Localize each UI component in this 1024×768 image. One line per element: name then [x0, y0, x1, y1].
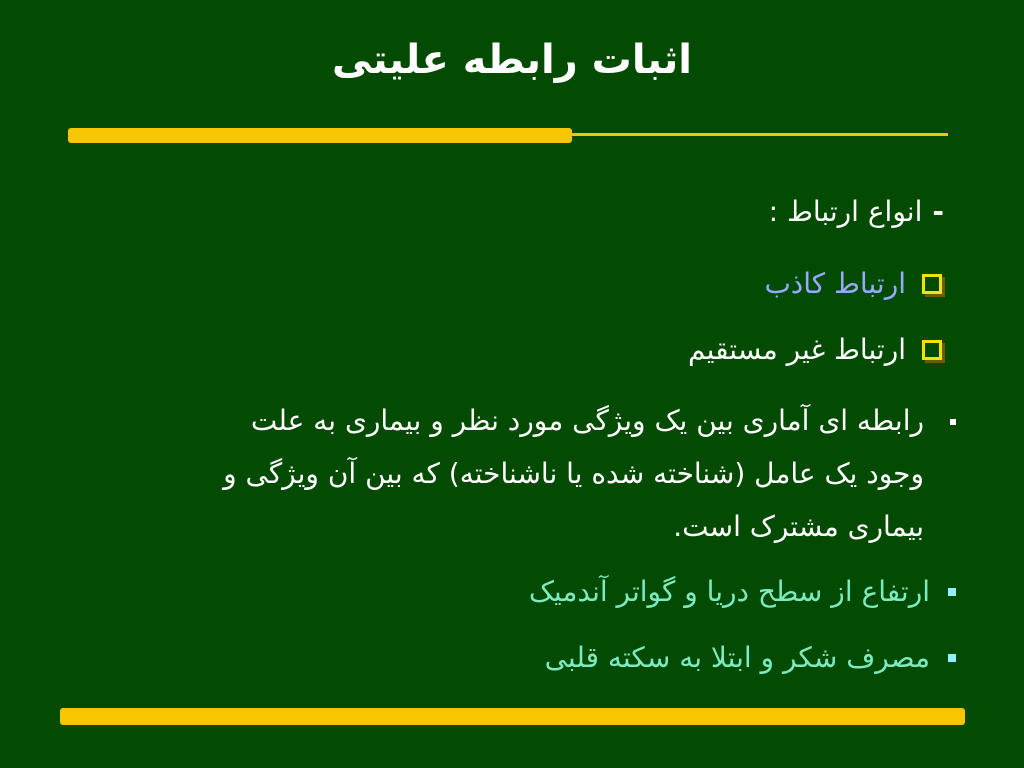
footer-rule: [60, 708, 965, 725]
section-heading: [769, 192, 944, 232]
checklist-item-text: ارتباط کاذب: [764, 267, 906, 300]
title-underline-thick: [68, 128, 572, 143]
paragraph-line: بیماری مشترک است.: [673, 510, 924, 543]
square-bullet-icon: [950, 419, 956, 425]
example-item-text: ارتفاع از سطح دریا و گواتر آندمیک: [528, 575, 930, 608]
checklist-item: [688, 330, 942, 370]
paragraph-line: رابطه ای آماری بین یک ویژگی مورد نظر و بیماری به علت: [250, 404, 924, 437]
paragraph-line: وجود یک عامل (شناخته شده یا ناشناخته) که بین آن ویژگی و: [223, 457, 924, 490]
example-item-text: مصرف شکر و ابتلا به سکته قلبی: [544, 641, 930, 674]
slide-title: اثبات رابطه علیتی: [332, 37, 692, 83]
checklist-item: [764, 264, 942, 304]
definition-paragraph: [44, 394, 924, 553]
example-item: [545, 638, 956, 678]
dash-marker: -: [932, 195, 944, 228]
square-bullet-icon: [948, 654, 956, 662]
square-bullet-icon: [948, 588, 956, 596]
example-item: [529, 572, 956, 612]
section-heading-text: انواع ارتباط :: [768, 195, 923, 228]
checkbox-icon: [922, 340, 942, 360]
checklist-item-text: ارتباط غیر مستقیم: [688, 333, 906, 366]
checkbox-icon: [922, 274, 942, 294]
title-underline-thin: [568, 133, 948, 136]
